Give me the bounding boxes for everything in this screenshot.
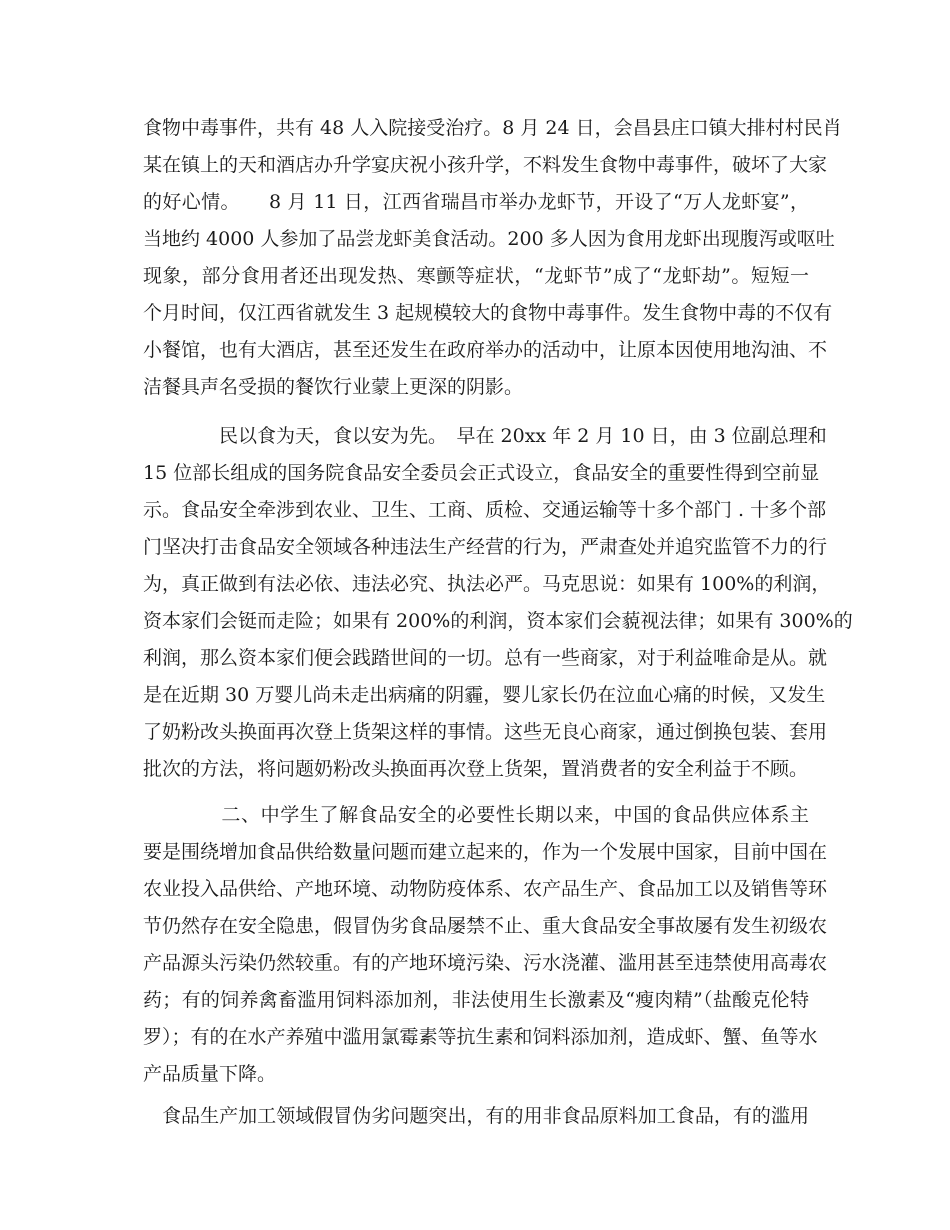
text-line: 为，真正做到有法必依、违法必究、执法必严。马克思说：如果有 100%的利润， [143,573,831,595]
text-line: 个月时间，仅江西省就发生 3 起规模较大的食物中毒事件。发生食物中毒的不仅有 [143,302,833,324]
text-line: 利润，那么资本家们便会践踏世间的一切。总有一些商家，对于利益唯命是从。就 [143,647,828,669]
text-line: 15 位部长组成的国务院食品安全委员会正式设立，食品安全的重要性得到空前显 [143,462,820,484]
text-line: 的好心情。 8 月 11 日，江西省瑞昌市举办龙虾节，开设了“万人龙虾宴”， [143,191,809,213]
text-line: 是在近期 30 万婴儿尚未走出病痛的阴霾，婴儿家长仍在泣血心痛的时候，又发生 [143,684,826,706]
text-line: 民以食为天，食以安为先。 早在 20xx 年 2 月 10 日，由 3 位副总理和 [143,425,827,447]
text-line: 食物中毒事件，共有 48 人入院接受治疗。8 月 24 日，会昌县庄口镇大排村村民肖 [143,117,842,139]
text-line: 资本家们会铤而走险；如果有 200%的利润，资本家们会藐视法律；如果有 300%的 [143,610,853,632]
text-line: 要是围绕增加食品供给数量问题而建立起来的，作为一个发展中国家，目前中国在 [143,841,828,863]
text-line: 食品生产加工领域假冒伪劣问题突出，有的用非食品原料加工食品，有的滥用 [143,1105,809,1127]
text-line: 产品源头污染仍然较重。有的产地环境污染、污水浇灌、滥用甚至违禁使用高毒农 [143,952,828,974]
text-line: 了奶粉改头换面再次登上货架这样的事情。这些无良心商家，通过倒换包装、套用 [143,721,828,743]
text-line: 示。食品安全牵涉到农业、卫生、工商、质检、交通运输等十多个部门 . 十多个部 [143,499,827,521]
text-line: 农业投入品供给、产地环境、动物防疫体系、农产品生产、食品加工以及销售等环 [143,878,828,900]
text-line: 当地约 4000 人参加了品尝龙虾美食活动。200 多人因为食用龙虾出现腹泻或呕吐 [143,228,835,250]
text-line: 二、中学生了解食品安全的必要性长期以来，中国的食品供应体系主 [143,804,809,826]
text-line: 门坚决打击食品安全领域各种违法生产经营的行为，严肃查处并追究监管不力的行 [143,536,828,558]
text-line: 药；有的饲养禽畜滥用饲料添加剂，非法使用生长激素及“瘦肉精”（盐酸克伦特 [143,989,809,1011]
text-line: 小餐馆，也有大酒店，甚至还发生在政府举办的活动中，让原本因使用地沟油、不 [143,339,828,361]
text-line: 罗）；有的在水产养殖中滥用氯霉素等抗生素和饲料添加剂，造成虾、蟹、鱼等水 [143,1026,818,1048]
text-line: 批次的方法，将问题奶粉改头换面再次登上货架，置消费者的安全利益于不顾。 [143,758,809,780]
text-line: 产品质量下降。 [143,1063,277,1085]
text-line: 洁餐具声名受损的餐饮行业蒙上更深的阴影。 [143,376,524,398]
text-line: 节仍然存在安全隐患，假冒伪劣食品屡禁不止、重大食品安全事故屡有发生初级农 [143,915,828,937]
text-line: 现象，部分食用者还出现发热、寒颤等症状，“龙虾节”成了“龙虾劫”。短短一 [143,265,809,287]
text-line: 某在镇上的天和酒店办升学宴庆祝小孩升学，不料发生食物中毒事件，破坏了大家 [143,154,828,176]
